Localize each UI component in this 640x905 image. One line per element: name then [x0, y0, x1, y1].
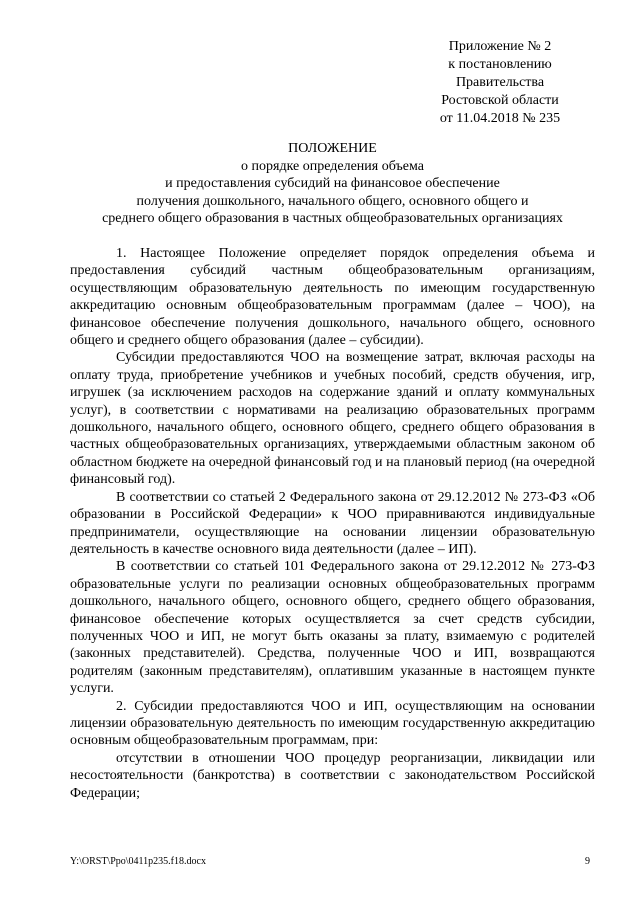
title-line: о порядке определения объема — [241, 158, 424, 174]
paragraph: В соответствии со статьей 101 Федерального закона от 29.12.2012 № 273-ФЗ образовательные услуги по реализации основных общеобразовательных программ дошкольного, начального общего, основного общего, среднего общего образования, финансовое обеспечение которых осуществляется за счет средств субсидии, полученных ЧОО и ИП, не могут быть оказаны за плату, взимаемую с родителей (законных представителей). Средства, полученные ЧОО и ИП, возвращаются родителям (законным представителям), оплатившим указанные в настоящем пункте услуги. — [70, 559, 595, 697]
paragraph: В соответствии со статьей 2 Федерального закона от 29.12.2012 № 273-ФЗ «Об образовании в Российской Федерации» к ЧОО приравниваются индивидуальные предприниматели, осуществляющие на основании лицензии образовательную деятельность в качестве основного вида деятельности (далее – ИП). — [70, 489, 595, 557]
paragraph: отсутствии в отношении ЧОО процедур реорганизации, ликвидации или несостоятельности (банкротства) в соответствии с законодательством Российской Федерации; — [70, 750, 595, 801]
paragraph: 1. Настоящее Положение определяет порядок определения объема и предоставления субсидий частным общеобразовательным организациям, осуществляющим образовательную деятельность по имеющим государственную аккредитацию основным общеобразовательным программам (далее – ЧОО), на финансовое обеспечение получения дошкольного, начального общего, основного общего и среднего общего образования (далее – субсидии). — [70, 246, 595, 349]
appendix-line: от 11.04.2018 № 235 — [439, 111, 561, 126]
paragraph: 2. Субсидии предоставляются ЧОО и ИП, осуществляющим на основании лицензии образовательную деятельность по имеющим государственную аккредитацию основным общеобразовательным программам, при: — [70, 698, 595, 749]
document-title — [70, 140, 595, 228]
paragraph: Субсидии предоставляются ЧОО на возмещение затрат, включая расходы на оплату труда, приобретение учебников и учебных пособий, средств обучения, игр, игрушек (за исключением расходов на содержание зданий и оплату коммунальных услуг), в соответствии с нормативами на реализацию образовательных программ дошкольного, начального общего, основного общего, среднего общего образования в частных общеобразовательных организациях, утверждаемыми областным законом об областном бюджете на очередной финансовый год и на плановый период (на очередной финансовый год). — [70, 350, 595, 488]
appendix-line: к постановлению — [448, 57, 552, 72]
footer-file-path: Y:\ORST\Ppo\0411p235.f18.docx — [70, 856, 206, 867]
document-body — [70, 245, 595, 802]
title-line: получения дошкольного, начального общего, основного общего и — [136, 193, 529, 209]
title-line: и предоставления субсидий на финансовое обеспечение — [165, 176, 500, 191]
title-heading: ПОЛОЖЕНИЕ — [288, 141, 377, 156]
title-line: среднего общего образования в частных общеобразовательных организациях — [102, 211, 563, 226]
appendix-reference — [420, 38, 580, 128]
appendix-line: Правительства — [455, 75, 545, 90]
appendix-line: Приложение № 2 — [448, 39, 552, 54]
page-number: 9 — [585, 856, 590, 867]
appendix-line: Ростовской области — [441, 93, 559, 108]
